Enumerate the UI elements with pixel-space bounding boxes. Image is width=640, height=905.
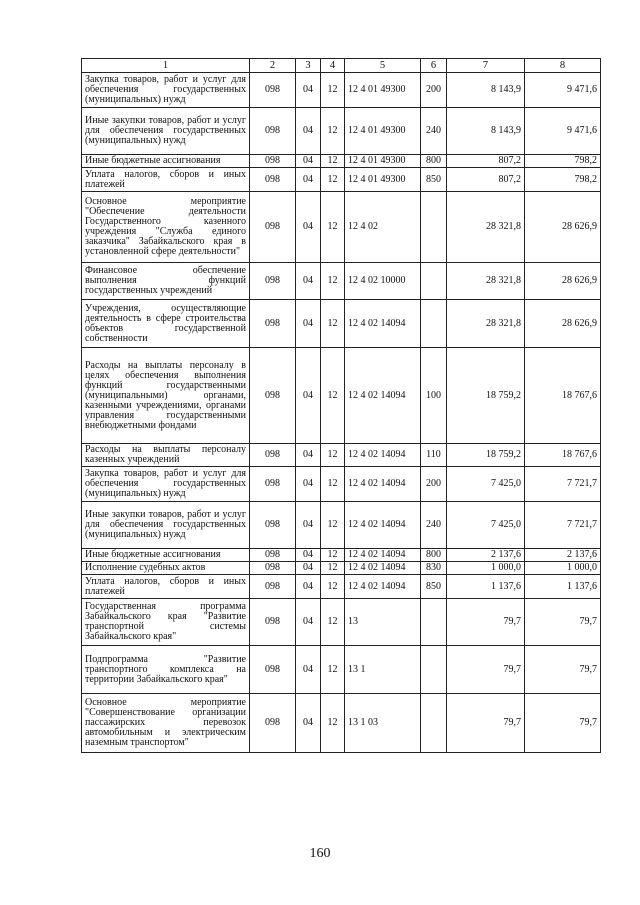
cell-col-8: 1 000,0	[525, 562, 601, 575]
cell-col-7: 1 137,6	[447, 575, 525, 599]
cell-col-2: 098	[250, 646, 296, 694]
cell-col-2: 098	[250, 168, 296, 192]
column-header: 5	[345, 59, 421, 73]
cell-col-3: 04	[296, 300, 321, 348]
cell-col-5: 12 4 02 14094	[345, 575, 421, 599]
cell-col-3: 04	[296, 646, 321, 694]
cell-col-2: 098	[250, 300, 296, 348]
cell-col-4: 12	[321, 444, 345, 467]
cell-col-2: 098	[250, 73, 296, 108]
cell-col-3: 04	[296, 467, 321, 502]
cell-col-5: 12 4 01 49300	[345, 155, 421, 168]
cell-col-4: 12	[321, 502, 345, 549]
cell-col-2: 098	[250, 108, 296, 155]
row-description: Иные закупки товаров, работ и услуг для обеспечения государственных (муниципальных) нужд	[82, 108, 250, 155]
table-row	[82, 263, 601, 300]
cell-col-8: 798,2	[525, 155, 601, 168]
cell-col-7: 28 321,8	[447, 192, 525, 263]
row-description: Закупка товаров, работ и услуг для обеспечения государственных (муниципальных) нужд	[82, 467, 250, 502]
table-row	[82, 155, 601, 168]
cell-col-2: 098	[250, 575, 296, 599]
cell-col-3: 04	[296, 444, 321, 467]
row-description: Учреждения, осуществляющие деятельность в сфере строительства объектов государственной собственности	[82, 300, 250, 348]
cell-col-7: 28 321,8	[447, 300, 525, 348]
page-number: 160	[309, 846, 331, 861]
cell-col-6: 100	[421, 348, 447, 444]
cell-col-5: 13 1 03	[345, 694, 421, 753]
row-description: Уплата налогов, сборов и иных платежей	[82, 168, 250, 192]
cell-col-7: 18 759,2	[447, 348, 525, 444]
column-header: 2	[250, 59, 296, 73]
cell-col-6	[421, 599, 447, 646]
cell-col-5: 12 4 02 10000	[345, 263, 421, 300]
table-row	[82, 73, 601, 108]
cell-col-2: 098	[250, 502, 296, 549]
cell-col-5: 12 4 02	[345, 192, 421, 263]
table-row	[82, 694, 601, 753]
cell-col-4: 12	[321, 467, 345, 502]
cell-col-4: 12	[321, 263, 345, 300]
cell-col-6	[421, 263, 447, 300]
table-row	[82, 646, 601, 694]
table-row	[82, 300, 601, 348]
column-header: 6	[421, 59, 447, 73]
cell-col-6	[421, 192, 447, 263]
cell-col-4: 12	[321, 599, 345, 646]
cell-col-2: 098	[250, 192, 296, 263]
cell-col-7: 8 143,9	[447, 108, 525, 155]
cell-col-6	[421, 646, 447, 694]
cell-col-3: 04	[296, 155, 321, 168]
cell-col-8: 7 721,7	[525, 467, 601, 502]
cell-col-6: 830	[421, 562, 447, 575]
table-row	[82, 467, 601, 502]
cell-col-6: 240	[421, 502, 447, 549]
row-description: Исполнение судебных актов	[82, 562, 250, 575]
cell-col-2: 098	[250, 263, 296, 300]
cell-col-5: 12 4 02 14094	[345, 467, 421, 502]
cell-col-2: 098	[250, 599, 296, 646]
cell-col-8: 18 767,6	[525, 348, 601, 444]
cell-col-7: 7 425,0	[447, 502, 525, 549]
cell-col-3: 04	[296, 348, 321, 444]
cell-col-4: 12	[321, 73, 345, 108]
column-header: 3	[296, 59, 321, 73]
row-description: Подпрограмма "Развитие транспортного комплекса на территории Забайкальского края"	[82, 646, 250, 694]
cell-col-4: 12	[321, 348, 345, 444]
cell-col-8: 9 471,6	[525, 108, 601, 155]
cell-col-2: 098	[250, 348, 296, 444]
cell-col-5: 12 4 02 14094	[345, 562, 421, 575]
cell-col-8: 28 626,9	[525, 263, 601, 300]
cell-col-3: 04	[296, 599, 321, 646]
table-row	[82, 444, 601, 467]
cell-col-3: 04	[296, 108, 321, 155]
cell-col-2: 098	[250, 562, 296, 575]
cell-col-7: 79,7	[447, 694, 525, 753]
cell-col-6: 200	[421, 73, 447, 108]
cell-col-5: 12 4 01 49300	[345, 108, 421, 155]
column-header: 4	[321, 59, 345, 73]
cell-col-7: 28 321,8	[447, 263, 525, 300]
cell-col-4: 12	[321, 694, 345, 753]
table-row	[82, 192, 601, 263]
row-description: Закупка товаров, работ и услуг для обеспечения государственных (муниципальных) нужд	[82, 73, 250, 108]
cell-col-4: 12	[321, 192, 345, 263]
cell-col-5: 12 4 02 14094	[345, 348, 421, 444]
cell-col-7: 7 425,0	[447, 467, 525, 502]
column-header: 1	[82, 59, 250, 73]
cell-col-6: 800	[421, 155, 447, 168]
cell-col-6: 200	[421, 467, 447, 502]
row-description: Расходы на выплаты персоналу казенных учреждений	[82, 444, 250, 467]
cell-col-8: 7 721,7	[525, 502, 601, 549]
table-row	[82, 599, 601, 646]
table-row	[82, 575, 601, 599]
cell-col-8: 79,7	[525, 599, 601, 646]
cell-col-6	[421, 300, 447, 348]
cell-col-5: 12 4 02 14094	[345, 444, 421, 467]
cell-col-5: 12 4 02 14094	[345, 502, 421, 549]
cell-col-5: 12 4 02 14094	[345, 549, 421, 562]
cell-col-7: 807,2	[447, 168, 525, 192]
cell-col-5: 13	[345, 599, 421, 646]
cell-col-7: 2 137,6	[447, 549, 525, 562]
row-description: Расходы на выплаты персоналу в целях обеспечения выполнения функций государственными (муниципальными) органами, казенными учреждениями, органами управления государственными внебюджетными фондами	[82, 348, 250, 444]
budget-table	[81, 58, 601, 753]
row-description: Государственная программа Забайкальского края "Развитие транспортной системы Забайкальского края"	[82, 599, 250, 646]
cell-col-2: 098	[250, 467, 296, 502]
cell-col-3: 04	[296, 694, 321, 753]
cell-col-4: 12	[321, 300, 345, 348]
cell-col-3: 04	[296, 549, 321, 562]
cell-col-7: 18 759,2	[447, 444, 525, 467]
cell-col-3: 04	[296, 502, 321, 549]
cell-col-4: 12	[321, 549, 345, 562]
cell-col-8: 79,7	[525, 646, 601, 694]
cell-col-7: 79,7	[447, 599, 525, 646]
cell-col-4: 12	[321, 168, 345, 192]
cell-col-8: 9 471,6	[525, 73, 601, 108]
cell-col-6: 240	[421, 108, 447, 155]
cell-col-4: 12	[321, 575, 345, 599]
header-row	[82, 59, 601, 73]
cell-col-8: 28 626,9	[525, 300, 601, 348]
cell-col-7: 1 000,0	[447, 562, 525, 575]
cell-col-4: 12	[321, 155, 345, 168]
table-row	[82, 348, 601, 444]
cell-col-6: 110	[421, 444, 447, 467]
cell-col-7: 807,2	[447, 155, 525, 168]
cell-col-8: 798,2	[525, 168, 601, 192]
cell-col-8: 18 767,6	[525, 444, 601, 467]
cell-col-3: 04	[296, 562, 321, 575]
cell-col-4: 12	[321, 562, 345, 575]
row-description: Финансовое обеспечение выполнения функций государственных учреждений	[82, 263, 250, 300]
cell-col-3: 04	[296, 168, 321, 192]
table-row	[82, 168, 601, 192]
cell-col-2: 098	[250, 444, 296, 467]
cell-col-3: 04	[296, 575, 321, 599]
cell-col-8: 79,7	[525, 694, 601, 753]
column-header: 7	[447, 59, 525, 73]
cell-col-5: 12 4 01 49300	[345, 73, 421, 108]
cell-col-5: 13 1	[345, 646, 421, 694]
cell-col-6	[421, 694, 447, 753]
cell-col-5: 12 4 02 14094	[345, 300, 421, 348]
row-description: Иные закупки товаров, работ и услуг для обеспечения государственных (муниципальных) нужд	[82, 502, 250, 549]
table-row	[82, 108, 601, 155]
cell-col-3: 04	[296, 263, 321, 300]
cell-col-8: 1 137,6	[525, 575, 601, 599]
cell-col-4: 12	[321, 108, 345, 155]
cell-col-2: 098	[250, 549, 296, 562]
cell-col-5: 12 4 01 49300	[345, 168, 421, 192]
cell-col-8: 2 137,6	[525, 549, 601, 562]
row-description: Основное мероприятие "Совершенствование организации пассажирских перевозок автомобильным и электрическим наземным транспортом"	[82, 694, 250, 753]
table-row	[82, 502, 601, 549]
column-header: 8	[525, 59, 601, 73]
table-row	[82, 562, 601, 575]
row-description: Иные бюджетные ассигнования	[82, 155, 250, 168]
cell-col-7: 8 143,9	[447, 73, 525, 108]
cell-col-4: 12	[321, 646, 345, 694]
cell-col-7: 79,7	[447, 646, 525, 694]
row-description: Основное мероприятие "Обеспечение деятельности Государственного казенного учреждения "Служба единого заказчика" Забайкальского края в установленной сфере деятельности"	[82, 192, 250, 263]
row-description: Уплата налогов, сборов и иных платежей	[82, 575, 250, 599]
table-row	[82, 549, 601, 562]
cell-col-6: 850	[421, 575, 447, 599]
row-description: Иные бюджетные ассигнования	[82, 549, 250, 562]
cell-col-6: 850	[421, 168, 447, 192]
cell-col-2: 098	[250, 155, 296, 168]
cell-col-2: 098	[250, 694, 296, 753]
cell-col-6: 800	[421, 549, 447, 562]
cell-col-3: 04	[296, 73, 321, 108]
cell-col-8: 28 626,9	[525, 192, 601, 263]
cell-col-3: 04	[296, 192, 321, 263]
